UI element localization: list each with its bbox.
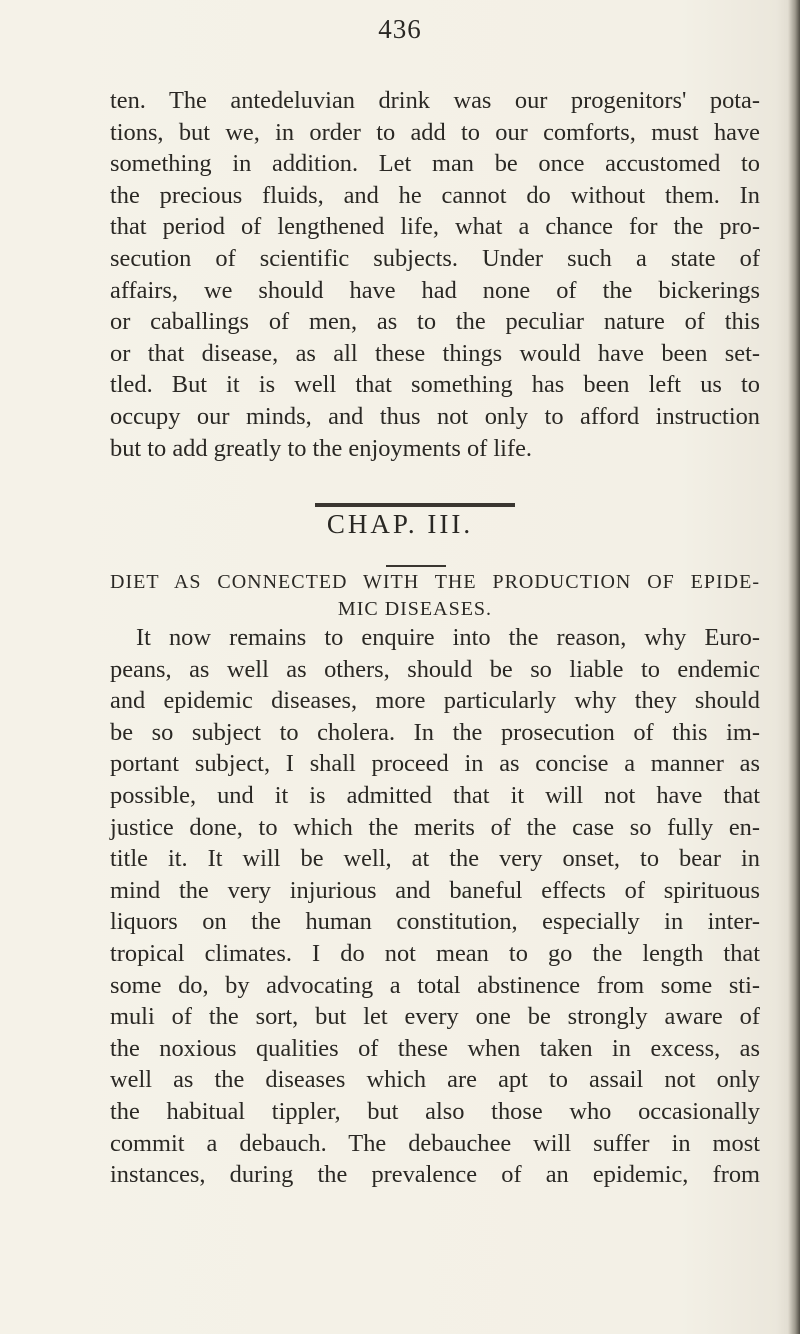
text-line: well as the diseases which are apt to assail not only: [110, 1066, 760, 1094]
text-line: that period of lengthened life, what a chance for the pro-: [110, 213, 760, 241]
text-line: tions, but we, in order to add to our comforts, must have: [110, 118, 760, 146]
text-line: tled. But it is well that something has been left us to: [110, 371, 760, 399]
section-heading: [110, 569, 760, 623]
text-line: instances, during the prevalence of an epidemic, from: [110, 1161, 760, 1189]
text-line: commit a debauch. The debauchee will suffer in most: [110, 1129, 760, 1157]
text-line: the habitual tippler, but also those who occasionally: [110, 1097, 760, 1125]
page-number: 436: [378, 14, 422, 44]
text-line: the precious fluids, and he cannot do without them. In: [110, 181, 760, 209]
text-line: mind the very injurious and baneful effects of spirituous: [110, 876, 760, 904]
text-line: ten. The antedeluvian drink was our progenitors' pota-: [110, 87, 760, 114]
text-line: muli of the sort, but let every one be strongly aware of: [110, 1003, 760, 1031]
section-heading-line-1: DIET AS CONNECTED WITH THE PRODUCTION OF EPIDE-: [110, 571, 760, 593]
paragraph-1: [110, 85, 760, 464]
text-line: tropical climates. I do not mean to go the length that: [110, 939, 760, 967]
text-line: some do, by advocating a total abstinence from some sti-: [110, 971, 760, 999]
text-line: portant subject, I shall proceed in as concise a manner as: [110, 750, 760, 778]
text-line: title it. It will be well, at the very onset, to bear in: [110, 845, 760, 873]
chapter-divider-rule: [315, 503, 515, 507]
text-line: the noxious qualities of these when taken in excess, as: [110, 1034, 760, 1062]
text-line: peans, as well as others, should be so liable to endemic: [110, 655, 760, 683]
text-line: liquors on the human constitution, especially in inter-: [110, 908, 760, 936]
text-line: justice done, to which the merits of the case so fully en-: [110, 813, 760, 841]
text-line: secution of scientific subjects. Under such a state of: [110, 244, 760, 272]
page-edge-shadow: [788, 0, 800, 1334]
text-line: be so subject to cholera. In the prosecution of this im-: [110, 718, 760, 746]
text-line: something in addition. Let man be once accustomed to: [110, 150, 760, 178]
heading-divider-rule: [386, 565, 446, 567]
text-line: and epidemic diseases, more particularly why they should: [110, 687, 760, 715]
text-line: or that disease, as all these things would have been set-: [110, 339, 760, 367]
text-line: or caballings of men, as to the peculiar nature of this: [110, 308, 760, 336]
chapter-title: CHAP. III.: [326, 509, 474, 539]
text-line: It now remains to enquire into the reason, why Euro-: [136, 624, 760, 651]
paragraph-2: [110, 622, 760, 1191]
section-heading-line-2: MIC DISEASES.: [337, 598, 493, 620]
text-line: occupy our minds, and thus not only to afford instruction: [110, 402, 760, 430]
text-line: but to add greatly to the enjoyments of life.: [110, 434, 532, 462]
text-line: affairs, we should have had none of the bickerings: [110, 276, 760, 304]
text-line: possible, und it is admitted that it will not have that: [110, 781, 760, 809]
